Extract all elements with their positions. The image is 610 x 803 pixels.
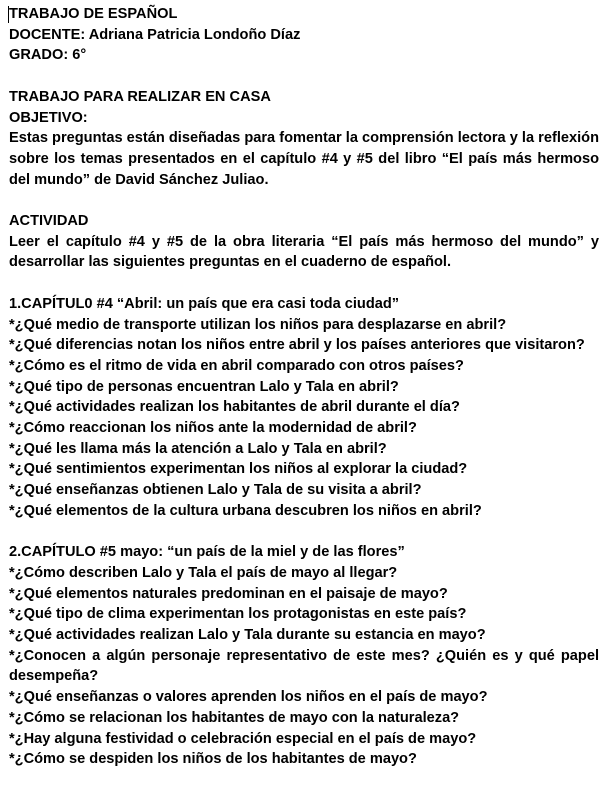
chapter-title: 2.CAPÍTULO #5 mayo: “un país de la miel y de las flores” [9, 544, 405, 561]
question-item: *¿Qué les llama más la atención a Lalo y Tala en abril? [9, 440, 387, 457]
objective-label: OBJETIVO: [9, 109, 88, 126]
question-item: *¿Qué elementos naturales predominan en el paisaje de mayo? [9, 585, 448, 602]
question-item: *¿Qué medio de transporte utilizan los niños para desplazarse en abril? [9, 316, 507, 333]
document-title: TRABAJO DE ESPAÑOL [9, 6, 178, 22]
question-item: *¿Cómo es el ritmo de vida en abril comparado con otros países? [9, 357, 464, 374]
grade-line: GRADO: 6° [9, 47, 87, 64]
chapter-title: 1.CAPÍTUL0 #4 “Abril: un país que era casi toda ciudad” [9, 295, 400, 312]
homework-heading: TRABAJO PARA REALIZAR EN CASA [9, 88, 271, 105]
objective-text: Estas preguntas están diseñadas para fomentar la comprensión lectora y la reflexión sobre los temas presentados en el capítulo #4 y #5 del libro “El país más hermoso del mundo” de David Sánchez Juliao. [9, 130, 599, 188]
question-item: *¿Conocen a algún personaje representativo de este mes? ¿Quién es y qué papel desempeña? [9, 647, 599, 685]
activity-text: Leer el capítulo #4 y #5 de la obra literaria “El país más hermoso del mundo” y desarrollar las siguientes preguntas en el cuaderno de español. [9, 233, 599, 271]
question-item: *¿Qué enseñanzas o valores aprenden los niños en el país de mayo? [9, 689, 488, 706]
question-item: *¿Qué actividades realizan Lalo y Tala durante su estancia en mayo? [9, 627, 486, 644]
question-item: *¿Qué elementos de la cultura urbana descubren los niños en abril? [9, 502, 482, 519]
question-item: *¿Qué enseñanzas obtienen Lalo y Tala de su visita a abril? [9, 482, 422, 499]
activity-label: ACTIVIDAD [9, 213, 89, 229]
question-item: *¿Cómo se relacionan los habitantes de mayo con la naturaleza? [9, 709, 460, 726]
question-item: *¿Cómo se despiden los niños de los habitantes de mayo? [9, 751, 417, 768]
question-item: *¿Hay alguna festividad o celebración especial en el país de mayo? [9, 730, 477, 747]
question-item: *¿Cómo describen Lalo y Tala el país de mayo al llegar? [9, 564, 398, 581]
question-item: *¿Qué sentimientos experimentan los niños al explorar la ciudad? [9, 461, 468, 478]
question-item: *¿Cómo reaccionan los niños ante la modernidad de abril? [9, 420, 417, 437]
question-item: *¿Qué actividades realizan los habitantes de abril durante el día? [9, 399, 460, 416]
question-item: *¿Qué diferencias notan los niños entre abril y los países anteriores que visitaron? [9, 337, 585, 354]
question-item: *¿Qué tipo de clima experimentan los protagonistas en este país? [9, 606, 467, 623]
document-body[interactable] [9, 4, 599, 770]
question-item: *¿Qué tipo de personas encuentran Lalo y Tala en abril? [9, 378, 399, 395]
teacher-line: DOCENTE: Adriana Patricia Londoño Díaz [9, 26, 301, 43]
